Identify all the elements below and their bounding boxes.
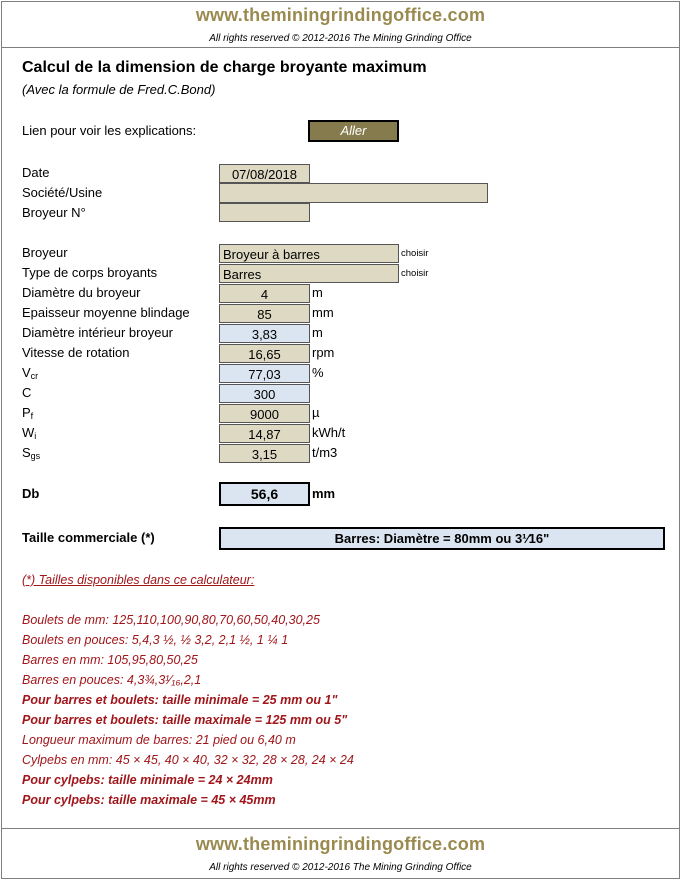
rotation-speed-unit: rpm <box>312 345 335 360</box>
pf-label: $P_f$ <box>22 405 34 421</box>
mill-type-choose-hint: choisir <box>401 248 429 259</box>
sgs-label: $S_{gs}$ <box>22 445 41 461</box>
liner-thickness-label: Epaisseur moyenne blindage <box>22 305 190 320</box>
company-field[interactable] <box>219 183 488 203</box>
mill-type-select[interactable]: Broyeur à barres <box>219 244 399 263</box>
mill-number-label: Broyeur N° <box>22 205 86 220</box>
pf-unit: µ <box>312 405 320 420</box>
db-unit: mm <box>312 486 336 501</box>
liner-thickness-unit: mm <box>312 305 334 320</box>
footer-divider <box>2 828 679 829</box>
media-type-label: Type de corps broyants <box>22 265 158 280</box>
mill-diameter-label: Diamètre du broyeur <box>22 285 141 300</box>
c-label: C <box>22 385 32 400</box>
date-label: Date <box>22 165 50 180</box>
wi-label: $W_i$ <box>22 425 37 441</box>
date-field[interactable]: 07/08/2018 <box>219 164 310 183</box>
notes-item: Pour barres et boulets: taille maximale = 125 mm ou 5" <box>22 713 348 727</box>
header-site-link[interactable]: www.theminingrindingoffice.com <box>195 5 486 25</box>
commercial-size-value: Barres: Diamètre = 80mm ou 3¹⁄16" <box>219 527 665 550</box>
notes-item: Barres en mm: 105,95,80,50,25 <box>22 653 198 667</box>
notes-heading: (*) Tailles disponibles dans ce calculateur: <box>22 573 255 587</box>
header-copyright: All rights reserved © 2012-2016 The Mining Grinding Office <box>209 33 472 44</box>
inner-diameter-value: 3,83 <box>219 324 310 343</box>
rotation-speed-label: Vitesse de rotation <box>22 345 130 360</box>
footer-site-link[interactable]: www.theminingrindingoffice.com <box>195 834 486 854</box>
notes-item: Boulets en pouces: 5,4,3 ½, ½ 3,2, 2,1 ½, 1 ¼ 1 <box>22 633 289 647</box>
db-value: 56,6 <box>219 482 310 506</box>
page-title: Calcul de la dimension de charge broyante maximum <box>22 59 427 76</box>
c-value: 300 <box>219 384 310 403</box>
notes-item: Barres en pouces: 4,3¾,3¹⁄₁₆,2,1 <box>22 673 202 687</box>
aller-button[interactable]: Aller <box>308 120 399 142</box>
vcr-unit: % <box>312 365 324 380</box>
liner-thickness-input[interactable]: 85 <box>219 304 310 323</box>
media-type-select[interactable]: Barres <box>219 264 399 283</box>
notes-item: Cylpebs en mm: 45 × 45, 40 × 40, 32 × 32, 28 × 28, 24 × 24 <box>22 753 354 767</box>
notes-item: Pour barres et boulets: taille minimale = 25 mm ou 1" <box>22 693 338 707</box>
commercial-size-label: Taille commerciale (*) <box>22 530 155 545</box>
vcr-label: $V_{cr}$ <box>22 365 39 381</box>
wi-unit: kWh/t <box>312 425 346 440</box>
inner-diameter-label: Diamètre intérieur broyeur <box>22 325 174 340</box>
company-label: Société/Usine <box>22 185 103 200</box>
page-subtitle: (Avec la formule de Fred.C.Bond) <box>22 82 216 97</box>
notes-item: Longueur maximum de barres: 21 pied ou 6,40 m <box>22 733 296 747</box>
vcr-value: 77,03 <box>219 364 310 383</box>
rotation-speed-input[interactable]: 16,65 <box>219 344 310 363</box>
inner-diameter-unit: m <box>312 325 323 340</box>
media-type-choose-hint: choisir <box>401 268 429 279</box>
sgs-unit: t/m3 <box>312 445 338 460</box>
sgs-input[interactable]: 3,15 <box>219 444 310 463</box>
footer-copyright: All rights reserved © 2012-2016 The Mining Grinding Office <box>209 862 472 873</box>
header-divider <box>2 47 679 48</box>
notes-item: Boulets de mm: 125,110,100,90,80,70,60,50,40,30,25 <box>22 613 320 627</box>
notes-item: Pour cylpebs: taille minimale = 24 × 24mm <box>22 773 273 787</box>
mill-diameter-input[interactable]: 4 <box>219 284 310 303</box>
db-label: Db <box>22 486 40 501</box>
notes-item: Pour cylpebs: taille maximale = 45 × 45mm <box>22 793 276 807</box>
mill-number-field[interactable] <box>219 203 310 222</box>
wi-input[interactable]: 14,87 <box>219 424 310 443</box>
mill-type-label: Broyeur <box>22 245 68 260</box>
explanations-link-label: Lien pour voir les explications: <box>22 123 197 138</box>
mill-diameter-unit: m <box>312 285 323 300</box>
pf-input[interactable]: 9000 <box>219 404 310 423</box>
